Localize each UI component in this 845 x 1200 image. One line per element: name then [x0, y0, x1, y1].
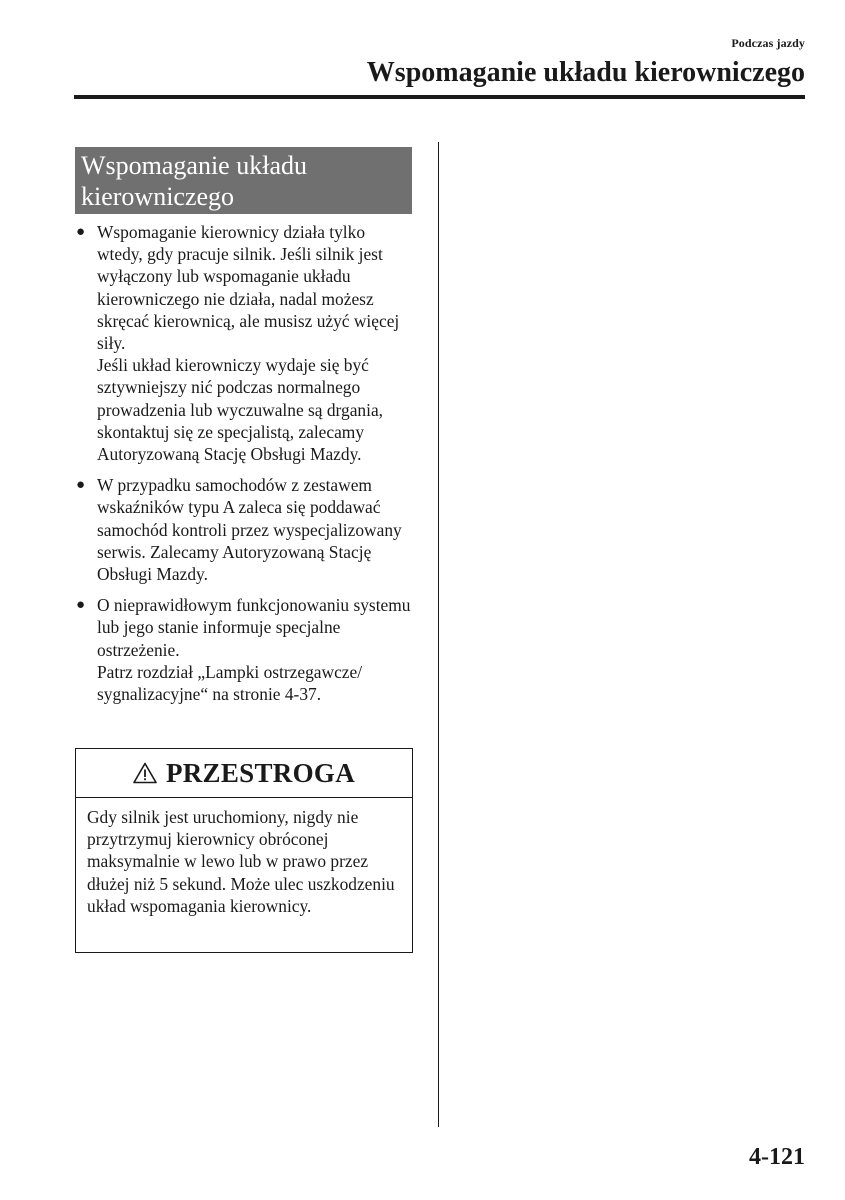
bullet-paragraph: Jeśli układ kierowniczy wydaje się być sztywniejszy nić podczas normalnego prowadzenia lub wyczuwalne są drgania, skontaktuj się ze specjalistą, zalecamy Autoryzowaną Stację Obsługi Mazdy.	[97, 355, 384, 465]
bullet-paragraph: W przypadku samochodów z zestawem wskaźników typu A zaleca się poddawać samochód kontroli przez wyspecjalizowany serwis. Zalecamy Autoryzowaną Stację Obsługi Mazdy.	[97, 475, 402, 585]
bullet-icon: ●	[76, 477, 86, 494]
bullet-paragraph: O nieprawidłowym funkcjonowaniu systemu lub jego stanie informuje specjalne ostrzeżenie.	[97, 595, 411, 660]
bullet-item-warning-info	[75, 594, 415, 705]
running-header-title: Wspomaganie układu kierowniczego	[366, 57, 805, 88]
header-rule	[74, 95, 805, 99]
bullet-item-inspection	[75, 474, 415, 585]
caution-header	[76, 749, 412, 798]
page-number: 4-121	[749, 1144, 805, 1170]
warning-triangle-icon	[133, 762, 157, 784]
caution-title: PRZESTROGA	[165, 757, 356, 788]
section-heading: Wspomaganie układu kierowniczego	[75, 147, 412, 214]
running-header-section: Podczas jazdy	[731, 36, 805, 50]
column-divider	[438, 142, 439, 1127]
caution-box	[75, 748, 413, 953]
bullet-list	[75, 221, 415, 714]
caution-text: Gdy silnik jest uruchomiony, nigdy nie przytrzymuj kierownicy obróconej maksymalnie w lewo lub w prawo przez dłużej niż 5 sekund. Może ulec uszkodzeniu układ wspomagania kierownicy.	[87, 807, 395, 916]
bullet-item-power-steering	[75, 221, 415, 465]
bullet-paragraph: Wspomaganie kierownicy działa tylko wtedy, gdy pracuje silnik. Jeśli silnik jest wyłączony lub wspomaganie układu kierowniczego nie działa, nadal możesz skręcać kierownicą, ale musisz użyć więcej siły.	[97, 222, 400, 354]
bullet-icon: ●	[76, 597, 86, 614]
bullet-icon: ●	[76, 224, 86, 240]
bullet-paragraph: Patrz rozdział „Lampki ostrzegawcze/ sygnalizacyjne“ na stronie 4-37.	[97, 661, 363, 705]
